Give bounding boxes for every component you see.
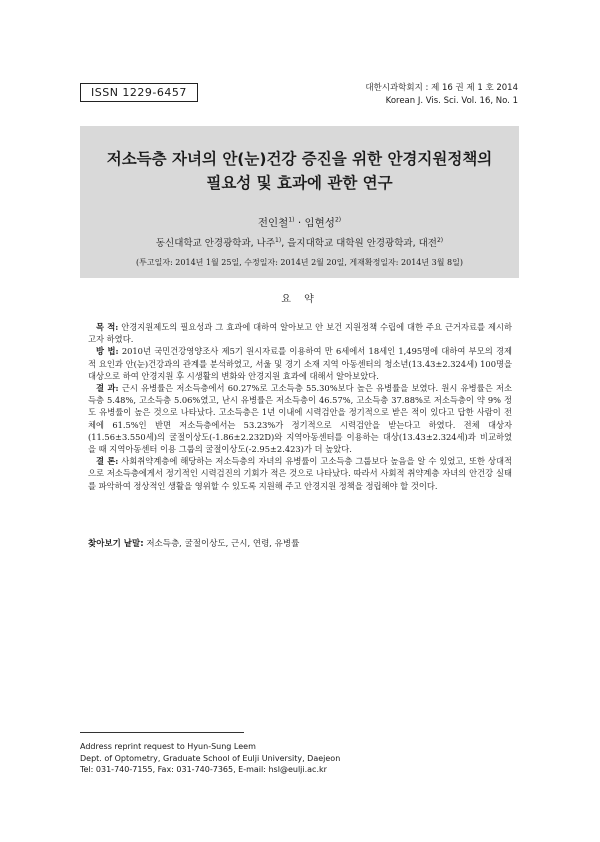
title-block	[80, 126, 519, 278]
results-label: 결 과:	[96, 383, 119, 394]
abstract-conclusion	[88, 455, 512, 492]
issn-box	[80, 83, 198, 102]
author-1-mark: 1)	[288, 216, 295, 224]
footnote	[80, 741, 340, 776]
author-separator: ·	[294, 217, 305, 229]
conclusion-label: 결 론:	[96, 456, 119, 467]
affiliations	[80, 235, 519, 249]
issn-number: ISSN 1229-6457	[91, 86, 187, 99]
keywords-text: 저소득층, 굴절이상도, 근시, 연령, 유병률	[143, 539, 300, 549]
footnote-address: Address reprint request to Hyun-Sung Leem	[80, 742, 256, 751]
author-2-mark: 2)	[334, 216, 342, 224]
author-list	[80, 215, 519, 230]
abstract-methods	[88, 345, 512, 382]
methods-text: 2010년 국민건강영양조사 제5기 원시자료를 이용하여 만 6세에서 18세인 1,495명에 대하여 부모의 경제적 요인과 안(눈)건강과의 관계를 분석하였고, 서울 및 경기 소재 지역 아동센터의 청소년(13.43±2.324세) 100명을 대상으로 하여 안경지원 후 시생활의 변화와 안경지원 효과에 대해서 알아보았다.	[88, 346, 512, 381]
methods-label: 방 법:	[96, 346, 119, 357]
abstract-purpose	[88, 321, 512, 345]
purpose-text: 안경지원제도의 필요성과 그 효과에 대하여 알아보고 안 보건 지원정책 수립에 대한 주요 근거자료를 제시하고자 하였다.	[88, 322, 513, 345]
keywords-label: 찾아보기 낱말:	[88, 539, 144, 549]
abstract-body	[88, 321, 512, 492]
journal-korean: 대한시과학회지 : 제 16 권 제 1 호 2014	[365, 83, 518, 93]
journal-english: Korean J. Vis. Sci. Vol. 16, No. 1	[385, 96, 518, 106]
author-1: 전인철	[257, 217, 289, 229]
abstract-results	[88, 382, 512, 455]
affiliation-1: 동신대학교 안경광학과, 나주	[155, 238, 276, 249]
affiliation-1-mark: 1)	[275, 236, 282, 244]
keywords	[88, 537, 299, 549]
title-line-1: 저소득층 자녀의 안(눈)건강 증진을 위한 안경지원정책의	[106, 150, 493, 168]
results-text: 근시 유병률은 저소득층에서 60.27%로 고소득층 55.30%보다 높은 유병률을 보였다. 원시 유병률은 저소득층 5.48%, 고소득층 5.06%였고, 난시 유병률은 저소득층이 46.57%, 고소득층 37.88%로 저소득층이 약 9% 정도 유병률이 높은 것으로 나타났다. 고소득층은 1년 이내에 시력검안을 정기적으로 받은 적이 있다고 답한 사람이 전체에 61.5%인 반면 저소득층에서는 53.23%가 정기적으로 시력검안을 받는다고 하였다. 전체 대상자(11.56±3.550세)의 굴절이상도(-1.86±2.232D)와 지역아동센터를 이용하는 대상(13.43±2.324세)과 비교하였을 때 지역아동센터 이용 그룹의 굴절이상도(-2.95±2.423)가 더 높았다.	[88, 383, 512, 455]
footnote-divider	[80, 732, 244, 733]
title-line-2: 필요성 및 효과에 관한 연구	[206, 174, 393, 192]
affiliation-2-mark: 2)	[436, 236, 444, 244]
journal-info	[365, 82, 518, 108]
author-2: 임현성	[304, 217, 335, 229]
submission-dates: (투고일자: 2014년 1월 25일, 수정일자: 2014년 2월 20일, 게재확정일자: 2014년 3월 8일)	[136, 258, 463, 267]
footnote-dept: Dept. of Optometry, Graduate School of Eulji University, Daejeon	[80, 753, 341, 763]
conclusion-text: 사회취약계층에 해당하는 저소득층의 자녀의 유병률이 고소득층 그룹보다 높음을 알 수 있었고, 또한 상대적으로 저소득층에게서 정기적인 시력검진의 기회가 적은 것으로 나타났다. 따라서 사회적 취약계층 자녀의 안건강 실태를 파악하여 정상적인 생활을 영위할 수 있도록 지원해 주고 안경지원 정책을 정립해야 할 것이다.	[88, 456, 513, 491]
paper-title	[80, 147, 519, 195]
affiliation-2: , 을지대학교 대학원 안경광학과, 대전	[281, 238, 437, 249]
abstract-heading: 요 약	[281, 294, 319, 305]
purpose-label: 목 적:	[96, 322, 119, 332]
footnote-contact: Tel: 031-740-7155, Fax: 031-740-7365, E-mail: hsl@eulji.ac.kr	[80, 765, 327, 774]
